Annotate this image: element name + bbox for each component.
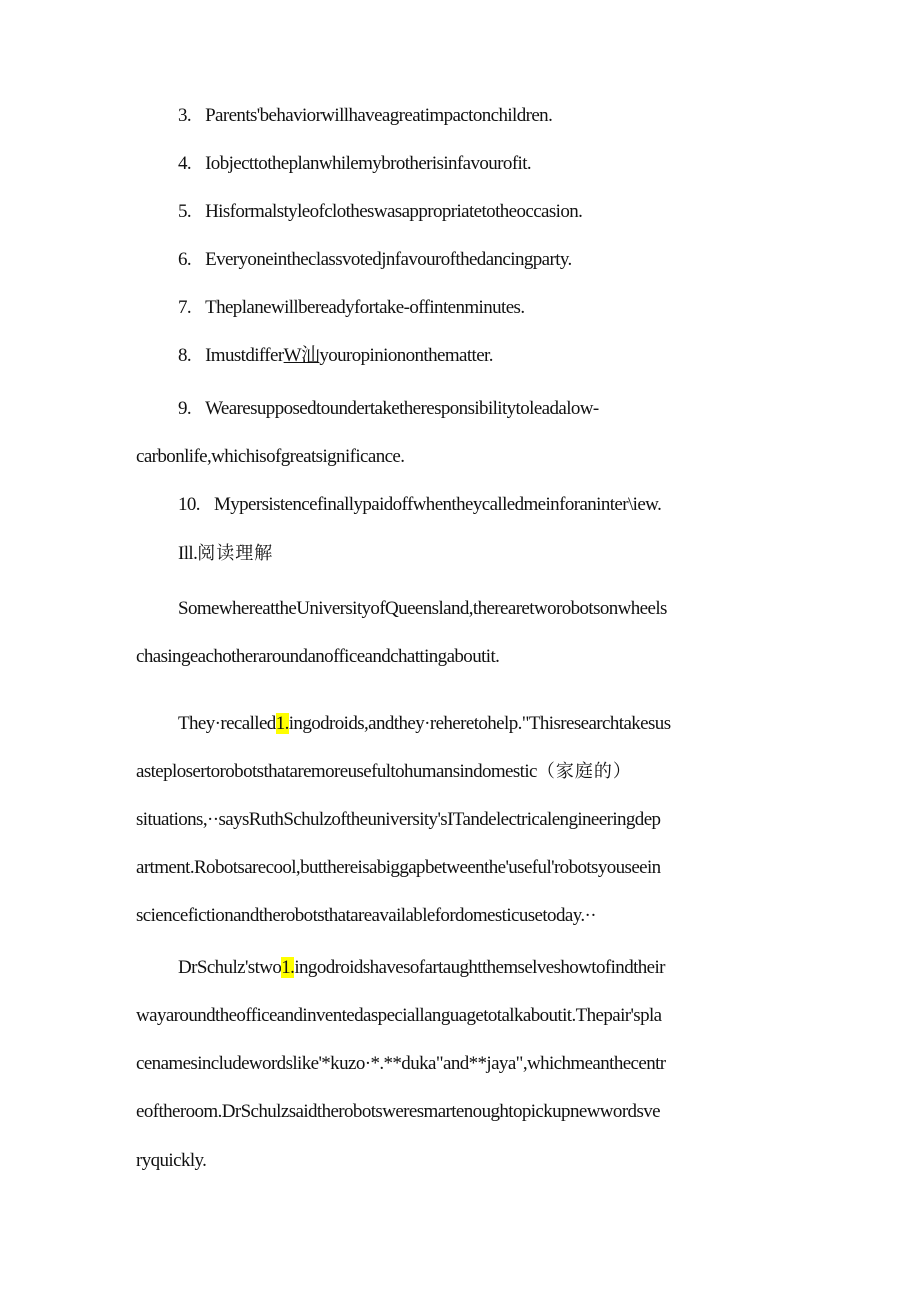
section-heading: [178, 541, 273, 567]
section-label: Ill.: [178, 543, 198, 564]
sentence-text: Theplanewillbereadyfortake-offintenminutes.: [205, 297, 525, 318]
sentence-text: Iobjecttotheplanwhilemybrotherisinfavourofit.: [205, 153, 532, 174]
text-after-highlight: ingodroidshavesofartaughtthemselveshowtofindtheir: [294, 957, 665, 978]
underlined-blank: W汕: [283, 345, 320, 366]
paragraph-1-line: SomewhereattheUniversityofQueensland,therearetworobotsonwheels: [178, 598, 667, 619]
sentence-text-after: youropinionon​thematter.: [319, 345, 493, 366]
sentence-number: 6.: [178, 249, 192, 270]
paragraph-3-line: eoftheroom.DrSchulzsaidtherobotsweresmartenoughtopickupnewwordsve: [136, 1101, 660, 1122]
sentence-text: Parents'behaviorwillhaveagreatimpactonchildren.: [205, 105, 553, 126]
sentence-text: Wearesupposedtoundertaketheresponsibilitytoleadalow-: [205, 398, 599, 419]
highlighted-number: 1.: [275, 713, 289, 734]
paragraph-2-line: [136, 759, 632, 785]
sentence-number: 5.: [178, 201, 192, 222]
sentence-number: 10.: [178, 494, 200, 515]
paragraph-3-line: [178, 955, 665, 981]
sentence-3: [178, 103, 552, 129]
text-after-highlight: ingodroids,andthey·reheretohelp."Thisresearchtakesus: [288, 713, 671, 734]
paragraph-3-line: ryquickly.: [136, 1150, 207, 1171]
paragraph-2-line: [178, 711, 671, 737]
sentence-number: 9.: [178, 398, 192, 419]
sentence-7: [178, 295, 524, 321]
sentence-6: [178, 247, 572, 273]
sentence-text-before: Imustdiffer: [205, 345, 284, 366]
sentence-10: [178, 492, 661, 518]
sentence-text: Mypersistencefinallypaidoffwhentheycalledmeinforaninter\iew.: [213, 494, 662, 515]
sentence-number: 3.: [178, 105, 192, 126]
sentence-number: 7.: [178, 297, 192, 318]
sentence-9-continuation: carbonlife,whichisofgreatsignificance.: [136, 446, 405, 467]
text-before-highlight: They·recalled: [178, 713, 276, 734]
sentence-5: [178, 199, 582, 225]
paragraph-1-line: chasingeachotheraroundanofficeandchattingaboutit.: [136, 646, 500, 667]
chinese-gloss: （家庭的）: [536, 761, 632, 782]
highlighted-number: 1.: [281, 957, 295, 978]
sentence-number: 4.: [178, 153, 192, 174]
paragraph-2-line: artment.Robotsarecool,butthereisabiggapbetweenthe'useful'robotsyouseein: [136, 857, 661, 878]
paragraph-2-line: situations,··saysRuthSchulzoftheuniversity'sITandelectricalengineeringdep: [136, 809, 661, 830]
paragraph-3-line: wayaroundtheofficeandinventedaspeciallanguagetotalkaboutit.Thepair'spla: [136, 1005, 662, 1026]
sentence-text: Everyoneintheclassvotedjnfavourofthedancingparty.: [205, 249, 572, 270]
text-before-highlight: DrSchulz'stwo: [178, 957, 282, 978]
sentence-number: 8.: [178, 345, 192, 366]
section-title: 阅读理解: [197, 543, 274, 564]
paragraph-3-line: cenamesincludewordslike'*kuzo·*.**duka"and**jaya",whichmeanthecentr: [136, 1053, 666, 1074]
sentence-8: [178, 343, 493, 369]
sentence-4: [178, 151, 531, 177]
paragraph-text: asteplosertorobotsthataremoreusefultohumansindomestic: [136, 761, 537, 782]
sentence-9: [178, 396, 599, 422]
paragraph-2-line: sciencefictionandtherobotsthatareavailablefordomesticusetoday.··: [136, 905, 596, 926]
sentence-text: Hisformalstyleofclotheswasappropriatetotheoccasion.: [205, 201, 583, 222]
